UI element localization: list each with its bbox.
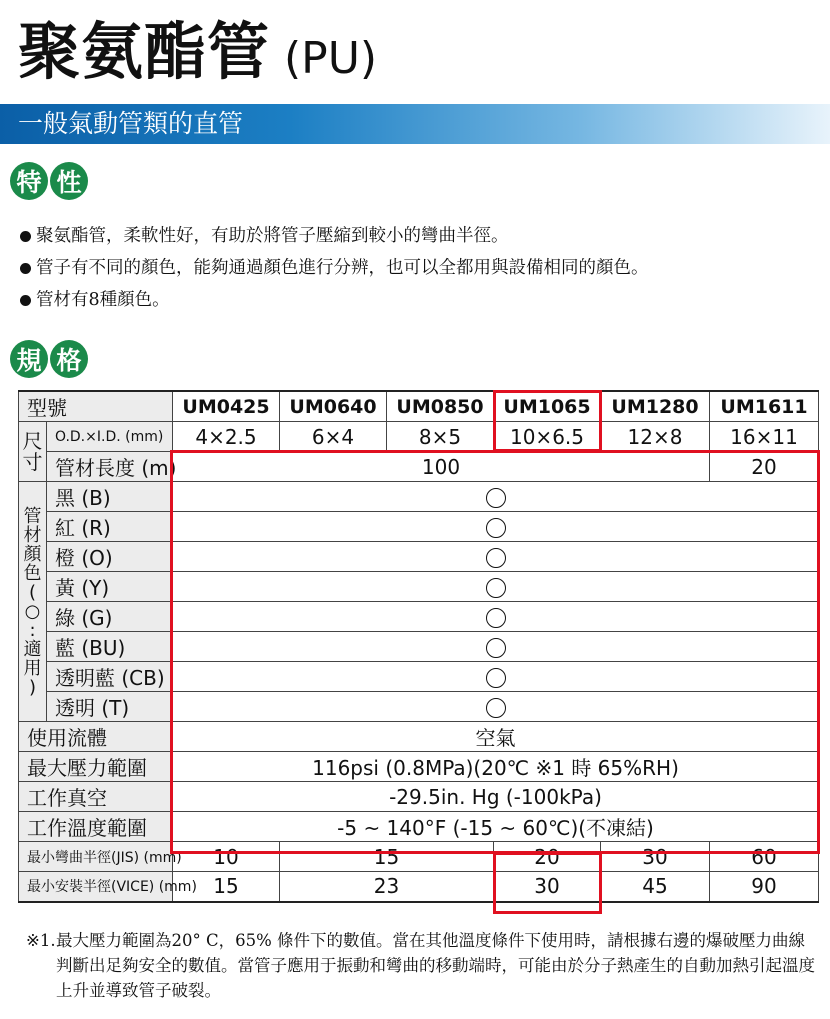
bend-cell: 15 bbox=[280, 842, 494, 872]
vacuum-label: 工作真空 bbox=[19, 782, 173, 812]
od-id-cell: 8×5 bbox=[387, 422, 494, 452]
od-id-label: O.D.×I.D. (mm) bbox=[47, 422, 173, 452]
availability-cell bbox=[173, 572, 819, 602]
od-id-cell: 16×11 bbox=[710, 422, 819, 452]
spec-heading bbox=[10, 340, 88, 378]
table-row bbox=[19, 812, 819, 842]
table-row bbox=[19, 452, 819, 482]
bullet-icon bbox=[20, 231, 31, 242]
install-cell: 15 bbox=[173, 872, 280, 902]
model-cell: UM1611 bbox=[710, 391, 819, 422]
length-cell: 100 bbox=[173, 452, 710, 482]
length-label: 管材長度 (m) bbox=[47, 452, 173, 482]
circle-icon bbox=[486, 608, 506, 628]
install-cell: 90 bbox=[710, 872, 819, 902]
table-row bbox=[19, 632, 819, 662]
circle-icon bbox=[486, 668, 506, 688]
table-row bbox=[19, 722, 819, 752]
circle-icon bbox=[486, 638, 506, 658]
color-label: 紅 (R) bbox=[47, 512, 173, 542]
color-label: 透明藍 (CB) bbox=[47, 662, 173, 692]
pressure-cell: 116psi (0.8MPa)(20℃ ※1 時 65%RH) bbox=[173, 752, 819, 782]
table-row bbox=[19, 391, 819, 422]
model-cell: UM0640 bbox=[280, 391, 387, 422]
circle-icon bbox=[486, 578, 506, 598]
heading-badge: 規 bbox=[10, 340, 48, 378]
fluid-label: 使用流體 bbox=[19, 722, 173, 752]
table-row bbox=[19, 602, 819, 632]
heading-badge: 特 bbox=[10, 162, 48, 200]
temp-cell: -5 ~ 140°F (-15 ~ 60℃)(不凍結) bbox=[173, 812, 819, 842]
title-main: 聚氨酯管 bbox=[18, 15, 271, 88]
color-side-label: 管 材 顏 色 ( ○ : 適 用 ) bbox=[19, 482, 47, 722]
availability-cell bbox=[173, 542, 819, 572]
table-row bbox=[19, 572, 819, 602]
circle-icon bbox=[486, 698, 506, 718]
subtitle-banner bbox=[0, 104, 830, 144]
list-item: 管材有8種顏色。 bbox=[20, 284, 649, 316]
table-row bbox=[19, 782, 819, 812]
bend-label: 最小彎曲半徑(JIS) (mm) bbox=[19, 842, 173, 872]
availability-cell bbox=[173, 662, 819, 692]
bend-cell: 30 bbox=[601, 842, 710, 872]
od-id-cell: 12×8 bbox=[601, 422, 710, 452]
length-cell: 20 bbox=[710, 452, 819, 482]
page-title bbox=[18, 10, 377, 94]
model-cell: UM1280 bbox=[601, 391, 710, 422]
availability-cell bbox=[173, 602, 819, 632]
color-label: 透明 (T) bbox=[47, 692, 173, 722]
circle-icon bbox=[486, 488, 506, 508]
model-cell: UM0425 bbox=[173, 391, 280, 422]
od-id-cell: 6×4 bbox=[280, 422, 387, 452]
table-row bbox=[19, 542, 819, 572]
color-label: 橙 (O) bbox=[47, 542, 173, 572]
availability-cell bbox=[173, 512, 819, 542]
color-label: 綠 (G) bbox=[47, 602, 173, 632]
color-label: 藍 (BU) bbox=[47, 632, 173, 662]
table-row bbox=[19, 842, 819, 872]
heading-badge: 格 bbox=[50, 340, 88, 378]
temp-label: 工作溫度範圍 bbox=[19, 812, 173, 842]
features-heading bbox=[10, 162, 88, 200]
bullet-icon bbox=[20, 263, 31, 274]
features-list bbox=[20, 220, 649, 316]
install-cell: 45 bbox=[601, 872, 710, 902]
footnote-mark: ※1. bbox=[26, 931, 56, 950]
availability-cell bbox=[173, 482, 819, 512]
install-cell: 30 bbox=[494, 872, 601, 902]
banner-text: 一般氣動管類的直管 bbox=[18, 109, 244, 138]
footnote-text: 最大壓力範圍為20° C，65% 條件下的數值。當在其他溫度條件下使用時，請根據右邊的爆破壓力曲線判斷出足夠安全的數值。當管子應用于振動和彎曲的移動端時，可能由於分子熱產生的自動加熱引起溫度上升並導致管子破裂。 bbox=[56, 931, 815, 1000]
table-row bbox=[19, 752, 819, 782]
table-row bbox=[19, 512, 819, 542]
heading-badge: 性 bbox=[50, 162, 88, 200]
size-side-label: 尺 寸 bbox=[19, 422, 47, 482]
list-item: 管子有不同的顏色，能夠通過顏色進行分辨，也可以全都用與設備相同的顏色。 bbox=[20, 252, 649, 284]
model-cell: UM1065 bbox=[494, 391, 601, 422]
footnote bbox=[26, 928, 816, 1003]
color-label: 黃 (Y) bbox=[47, 572, 173, 602]
vacuum-cell: -29.5in. Hg (-100kPa) bbox=[173, 782, 819, 812]
install-cell: 23 bbox=[280, 872, 494, 902]
model-label: 型號 bbox=[19, 391, 173, 422]
install-label: 最小安裝半徑(VICE) (mm) bbox=[19, 872, 173, 902]
bend-cell: 20 bbox=[494, 842, 601, 872]
table-row bbox=[19, 692, 819, 722]
bend-cell: 60 bbox=[710, 842, 819, 872]
color-label: 黑 (B) bbox=[47, 482, 173, 512]
bullet-icon bbox=[20, 295, 31, 306]
title-sub: (PU) bbox=[284, 33, 378, 84]
availability-cell bbox=[173, 692, 819, 722]
table-row bbox=[19, 872, 819, 902]
spec-table bbox=[18, 390, 819, 903]
table-row bbox=[19, 482, 819, 512]
model-cell: UM0850 bbox=[387, 391, 494, 422]
circle-icon bbox=[486, 548, 506, 568]
fluid-cell: 空氣 bbox=[173, 722, 819, 752]
list-item: 聚氨酯管，柔軟性好，有助於將管子壓縮到較小的彎曲半徑。 bbox=[20, 220, 649, 252]
table-row bbox=[19, 662, 819, 692]
bend-cell: 10 bbox=[173, 842, 280, 872]
availability-cell bbox=[173, 632, 819, 662]
circle-icon bbox=[486, 518, 506, 538]
table-row bbox=[19, 422, 819, 452]
od-id-cell: 10×6.5 bbox=[494, 422, 601, 452]
od-id-cell: 4×2.5 bbox=[173, 422, 280, 452]
pressure-label: 最大壓力範圍 bbox=[19, 752, 173, 782]
